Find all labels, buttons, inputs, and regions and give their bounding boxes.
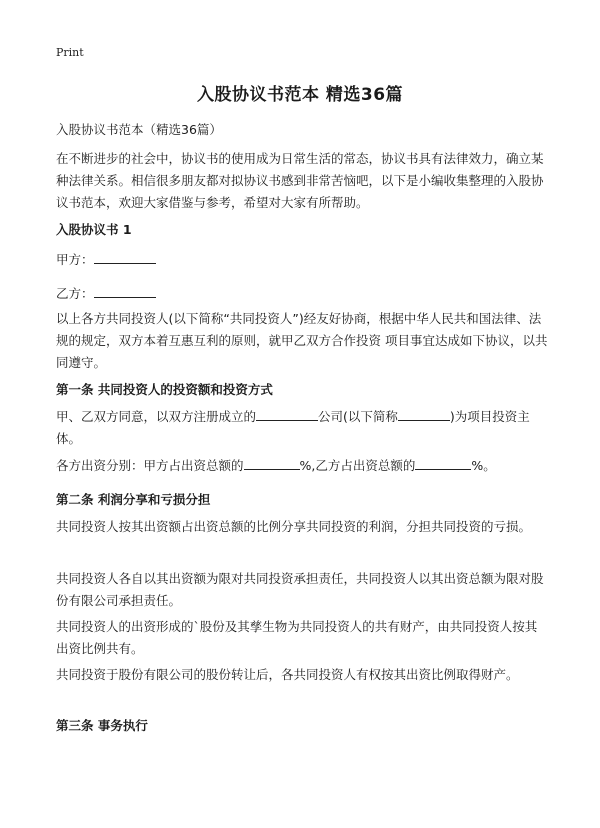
article-1-text-c: )为项目投资主体。	[56, 409, 530, 446]
article-3-heading: 第三条 事务执行	[56, 718, 148, 733]
article-1-text-d: 各方出资分别：甲方占出资总额的	[56, 458, 244, 473]
document-title: 入股协议书范本 精选36篇	[196, 85, 404, 105]
print-link[interactable]: Print	[56, 46, 84, 59]
party-a-blank	[94, 251, 156, 264]
company-name-blank	[256, 408, 318, 421]
party-a-line	[56, 250, 156, 268]
article-1-paragraph-1	[56, 406, 548, 450]
article-2-heading: 第二条 利润分享和亏损分担	[56, 492, 211, 507]
party-b-line	[56, 284, 156, 302]
article-1-text-e: %,乙方占出资总额的	[299, 458, 416, 473]
intro-paragraph: 在不断进步的社会中，协议书的使用成为日常生活的常态，协议书具有法律效力，确立某种法律关系。相信很多朋友都对拟协议书感到非常苦恼吧，以下是小编收集整理的入股协议书范本，欢迎大家借鉴与参考，希望对大家有所帮助。	[56, 151, 544, 210]
article-1-text-a: 甲、乙双方同意，以双方注册成立的	[56, 409, 257, 424]
document-subtitle: 入股协议书范本（精选36篇）	[56, 122, 222, 137]
party-b-blank	[94, 285, 156, 298]
article-2-paragraph-3: 共同投资人的出资形成的`股份及其孳生物为共同投资人的共有财产，由共同投资人按其出资比例共有。	[56, 619, 538, 656]
short-name-blank	[398, 408, 450, 421]
article-2-paragraph-2: 共同投资人各自以其出资额为限对共同投资承担责任，共同投资人以其出资总额为限对股份有限公司承担责任。	[56, 571, 544, 608]
article-1-heading: 第一条 共同投资人的投资额和投资方式	[56, 382, 273, 397]
party-a-label: 甲方：	[56, 252, 94, 267]
section-heading: 入股协议书 1	[56, 222, 132, 237]
article-1-text-f: %。	[471, 458, 496, 473]
article-2-paragraph-4: 共同投资于股份有限公司的股份转让后，各共同投资人有权按其出资比例取得财产。	[56, 667, 519, 682]
preamble-paragraph: 以上各方共同投资人(以下简称“共同投资人”)经友好协商，根据中华人民共和国法律、法规的规定，双方本着互惠互利的原则，就甲乙双方合作投资 项目事宜达成如下协议，以共同遵守。	[56, 311, 548, 370]
article-1-text-b: 公司(以下简称	[318, 409, 398, 424]
article-2-paragraph-1: 共同投资人按其出资额占出资总额的比例分享共同投资的利润，分担共同投资的亏损。	[56, 519, 532, 534]
party-b-label: 乙方：	[56, 286, 94, 301]
party-b-share-blank	[415, 457, 471, 470]
party-a-share-blank	[244, 457, 300, 470]
article-1-paragraph-2	[56, 455, 548, 477]
